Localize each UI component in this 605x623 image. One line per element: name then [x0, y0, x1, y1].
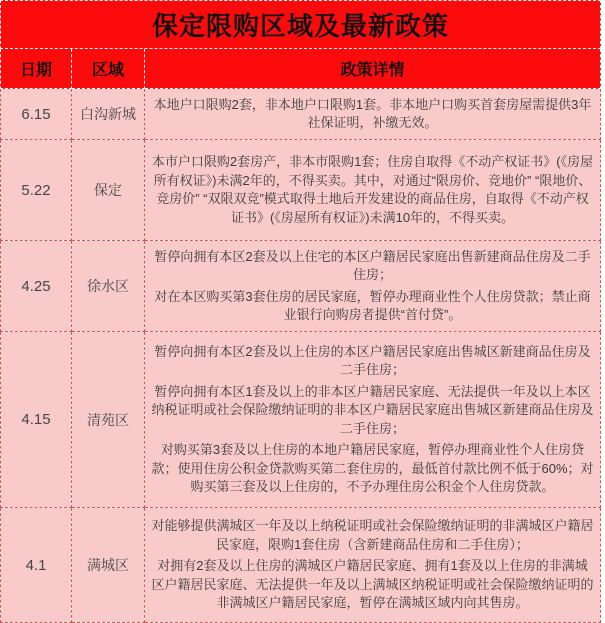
date-cell: 4.1: [0, 508, 72, 623]
policy-paragraph: 对能够提供满城区一年及以上纳税证明或社会保险缴纳证明的非满城区户籍居民家庭，限购1套住房（含新建商品住房和二手住房）；: [151, 518, 594, 552]
column-header-region: 区域: [72, 49, 145, 89]
date-cell: 5.22: [0, 140, 72, 241]
region-cell: 徐水区: [72, 241, 145, 332]
policy-paragraph: 对购买第3套及以上住房的本地户籍居民家庭，暂停办理商业性个人住房贷款；使用住房公积金贷款购买第二套住房的，最低首付款比例不低于60%；对购买第三套及以上住房的，不予办理住房公积金个人住房贷款。: [151, 442, 594, 494]
date-cell: 4.15: [0, 332, 72, 508]
title-row: [0, 0, 601, 49]
policy-cell: [145, 332, 601, 508]
policy-cell: [145, 241, 601, 332]
policy-paragraph: 本市户口限购2套房产，非本市限购1套；住房自取得《不动产权证书》(《房屋所有权证》)未满2年的，不得买卖。其中，对通过“限房价、竞地价” “限地价、竞房价” “双限双竞”模式取得土地后开发建设的商品住房，自取得《不动产权证书》(《房屋所有权证》)未满10年的，不得买卖。: [151, 154, 594, 225]
region-cell: 保定: [72, 140, 145, 241]
region-cell: 满城区: [72, 508, 145, 623]
policy-cell: [145, 140, 601, 241]
page-title: 保定限购区域及最新政策: [0, 0, 601, 49]
table-row: [0, 140, 601, 241]
table-row: [0, 508, 601, 623]
policy-cell: [145, 89, 601, 140]
policy-paragraph: 暂停向拥有本区2套及以上住房的本区户籍居民家庭出售城区新建商品住房及二手住房；: [154, 343, 591, 377]
column-header-row: [0, 49, 601, 89]
column-header-date: 日期: [0, 49, 72, 89]
date-cell: 6.15: [0, 89, 72, 140]
table-row: [0, 332, 601, 508]
policy-cell: [145, 508, 601, 623]
policy-paragraph: 暂停向拥有本区1套及以上的非本区户籍居民家庭、无法提供一年及以上本区纳税证明或社会保险缴纳证明的非本区户籍居民家庭出售城区新建商品住房及二手住房；: [151, 383, 594, 436]
policy-paragraph: 本地户口限购2套，非本地户口限购1套。非本地户口购买首套房屋需提供3年社保证明，补缴无效。: [153, 96, 592, 130]
date-cell: 4.25: [0, 241, 72, 332]
region-cell: 清苑区: [72, 332, 145, 508]
policy-paragraph: 对在本区购买第3套住房的居民家庭，暂停办理商业性个人住房贷款；禁止商业银行向购房者提供“首付贷”。: [154, 288, 591, 322]
table-row: [0, 241, 601, 332]
table-row: [0, 89, 601, 140]
policy-paragraph: 对拥有2套及以上住房的满城区户籍居民家庭、拥有1套及以上住房的非满城区户籍居民家庭、无法提供一年及以上满城区纳税证明或社会保险缴纳证明的非满城区户籍居民家庭，暂停在满城区域内向其售房。: [151, 558, 594, 611]
policy-paragraph: 暂停向拥有本区2套及以上住宅的本区户籍居民家庭出售新建商品住房及二手住房；: [154, 248, 591, 282]
region-cell: 白沟新城: [72, 89, 145, 140]
column-header-policy: 政策详情: [145, 49, 601, 89]
